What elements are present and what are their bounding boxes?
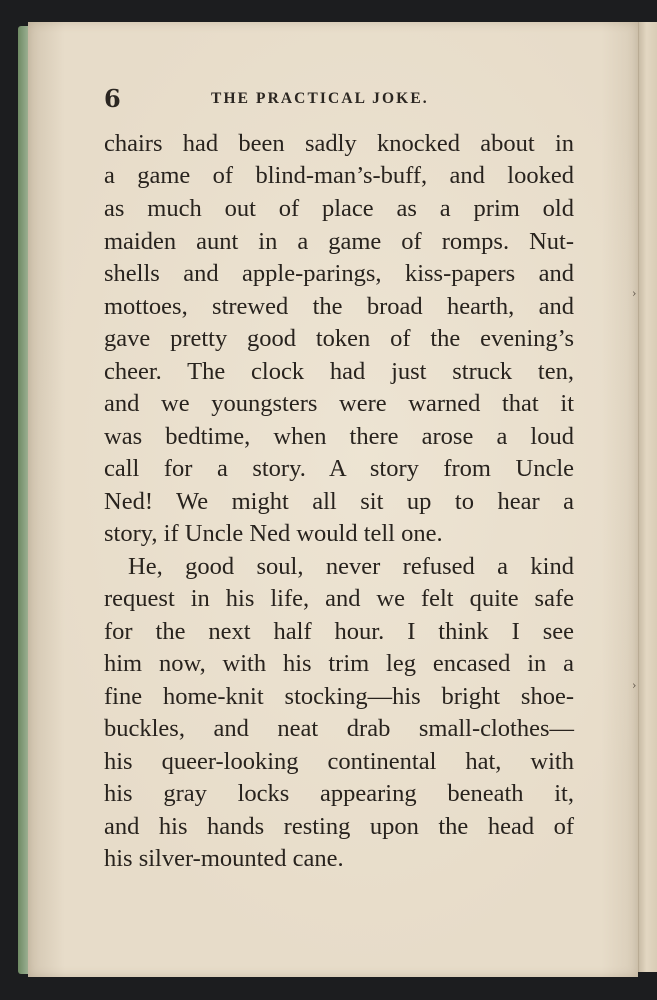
text-line: chairs had been sadly knocked about in xyxy=(104,130,574,157)
running-title: THE PRACTICAL JOKE. xyxy=(211,90,429,107)
running-head xyxy=(104,84,584,114)
text-line: mottoes, strewed the broad hearth, and xyxy=(104,293,574,320)
text-line: request in his life, and we felt quite safe xyxy=(104,585,574,612)
text-line: for the next half hour. I think I see xyxy=(104,618,574,645)
text-line: fine home-knit stocking—his bright shoe- xyxy=(104,683,574,710)
text-line: He, good soul, never refused a kind xyxy=(128,553,574,580)
text-line: shells and apple-parings, kiss-papers and xyxy=(104,260,574,287)
page-edge-mark: › xyxy=(632,287,637,300)
text-line: and we youngsters were warned that it xyxy=(104,390,574,417)
text-line: call for a story. A story from Uncle xyxy=(104,455,574,482)
page-edge-mark: › xyxy=(632,679,637,692)
page-number: 6 xyxy=(104,84,121,113)
text-line: as much out of place as a prim old xyxy=(104,195,574,222)
text-line: his gray locks appearing beneath it, xyxy=(104,780,574,807)
text-line: maiden aunt in a game of romps. Nut- xyxy=(104,228,574,255)
facing-page-edge xyxy=(632,22,657,972)
text-line: him now, with his trim leg encased in a xyxy=(104,650,574,677)
text-line: buckles, and neat drab small-clothes— xyxy=(104,715,574,742)
text-line: was bedtime, when there arose a loud xyxy=(104,423,574,450)
text-line: his silver-mounted cane. xyxy=(104,845,344,872)
text-line: cheer. The clock had just struck ten, xyxy=(104,358,574,385)
text-line: and his hands resting upon the head of xyxy=(104,813,574,840)
text-line: story, if Uncle Ned would tell one. xyxy=(104,520,443,547)
text-line: a game of blind-man’s-buff, and looked xyxy=(104,162,574,189)
text-line: his queer-looking continental hat, with xyxy=(104,748,574,775)
text-line: Ned! We might all sit up to hear a xyxy=(104,488,574,515)
text-line: gave pretty good token of the evening’s xyxy=(104,325,574,352)
